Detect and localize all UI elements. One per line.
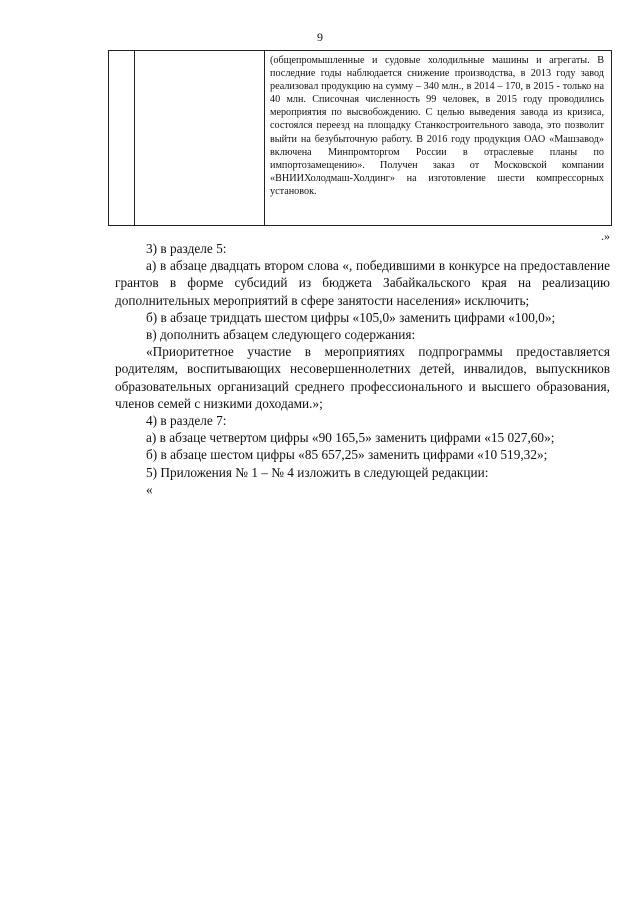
table-cell-description: (общепромышленные и судовые холодильные машины и агрегаты. В последние годы наблюдается снижение производства, в 2013 году завод реализовал продукцию на сумму – 340 млн., в 2014 – 170, в 2015 - только на 40 млн. Списочная численность 99 человек, в 2015 году проводились мероприятия по высвобождению. С целью выведения завода из кризиса, состоялся переезд на площадку Станкостроительного завода, это позволит выйти на безубыточную работу. В 2016 году продукция ОАО «Машзавод» включена Минпромторгом России в отраслевые планы по импортозамещению». Получен заказ от Московской компании «ВНИИХолодмаш-Холдинг» на изготовление шести компрессорных установок. [270,55,604,197]
continuation-table [108,50,612,226]
document-body [115,240,610,498]
paragraph-appendices: 5) Приложения № 1 – № 4 изложить в следующей редакции: [146,464,489,480]
paragraph-5a: а) в абзаце двадцать втором слова «, победившими в конкурсе на предоставление грантов в форме субсидий из бюджета Забайкальского края на реализацию дополнительных мероприятий в сфере занятости населения» исключить; [115,258,610,308]
paragraph-5b: б) в абзаце тридцать шестом цифры «105,0» заменить цифрами «100,0»; [146,309,556,325]
paragraph-5v: в) дополнить абзацем следующего содержания: [146,327,416,343]
page-number: 9 [317,30,323,44]
table-column-divider [264,51,265,225]
paragraph-quoted-addition: «Приоритетное участие в мероприятиях подпрограммы предоставляется родителям, воспитывающих несовершеннолетних детей, инвалидов, выпускников образовательных организаций среднего профессионального и высшего образования, членов семей с низкими доходами.»; [115,344,610,411]
paragraph-open-quote: « [146,481,153,497]
closing-quote: .» [601,229,610,243]
paragraph-7a: а) в абзаце четвертом цифры «90 165,5» заменить цифрами «15 027,60»; [146,430,555,446]
paragraph-7b: б) в абзаце шестом цифры «85 657,25» заменить цифрами «10 519,32»; [146,447,548,463]
paragraph-section-7: 4) в разделе 7: [146,413,227,429]
table-column-divider [134,51,135,225]
paragraph-section-5: 3) в разделе 5: [146,241,227,256]
